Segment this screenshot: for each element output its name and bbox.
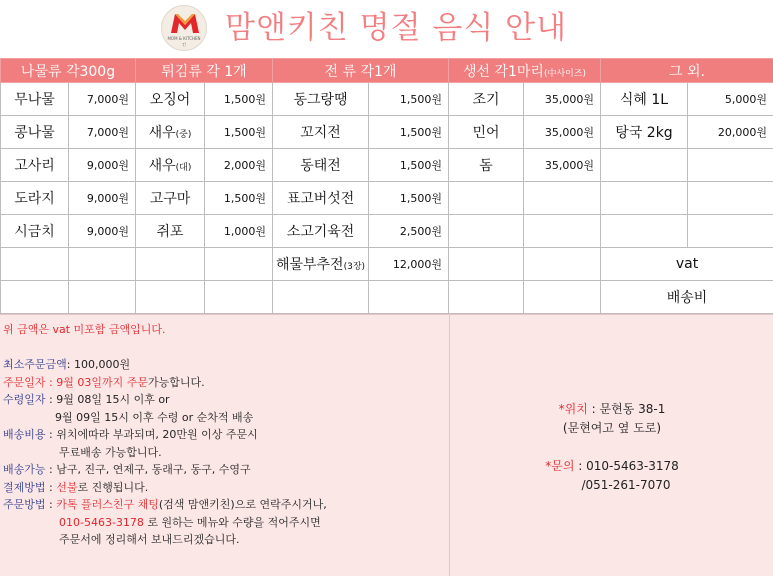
- logo-m-icon: [170, 12, 200, 34]
- order-method-line2: [3, 514, 443, 532]
- column-header: [601, 59, 773, 83]
- order-date-label: 주문일자: [3, 376, 46, 389]
- column-header-suffix: (中사이즈): [544, 69, 586, 79]
- item-price: 5,000원: [688, 83, 773, 116]
- item-name: [136, 248, 205, 281]
- column-header: [136, 59, 273, 83]
- item-name-text: 해물부추전: [276, 257, 344, 273]
- item-name-text: 탕국 2kg: [615, 125, 672, 141]
- item-name-text: 조기: [472, 92, 499, 108]
- item-name: [1, 215, 69, 248]
- item-name: [449, 83, 524, 116]
- method-phone: 010-5463-3178: [59, 516, 144, 529]
- pickup-line1: : 9월 08일 15시 이후 or: [46, 393, 170, 406]
- item-name: [449, 248, 524, 281]
- order-date-rest: 가능합니다.: [148, 376, 205, 389]
- item-name-text: 표고버섯전: [287, 191, 355, 207]
- item-price: 7,000원: [69, 83, 136, 116]
- item-price: 20,000원: [688, 116, 773, 149]
- item-price: 7,000원: [69, 116, 136, 149]
- item-name: [136, 215, 205, 248]
- method-kakao: 카톡 플러스친구 채팅: [56, 498, 159, 511]
- table-header: [1, 59, 773, 83]
- item-price: 9,000원: [69, 149, 136, 182]
- area-value: : 남구, 진구, 연제구, 동래구, 동구, 수영구: [46, 463, 251, 476]
- item-name: [601, 83, 688, 116]
- item-name-text: 콩나물: [14, 125, 55, 141]
- item-price: 1,500원: [369, 116, 449, 149]
- item-price: 1,500원: [205, 116, 273, 149]
- item-name: [449, 149, 524, 182]
- item-price: [205, 281, 273, 314]
- info-panel: [0, 314, 773, 576]
- item-name-text: vat: [676, 256, 698, 272]
- item-price: 1,000원: [205, 215, 273, 248]
- item-name: [136, 281, 205, 314]
- item-price: 9,000원: [69, 182, 136, 215]
- item-price: [688, 182, 773, 215]
- item-name: [273, 248, 369, 281]
- delivery-line1: : 위치에따라 부과되며, 20만원 이상 주문시: [46, 428, 258, 441]
- column-header: [449, 59, 601, 83]
- item-price: [524, 248, 601, 281]
- item-name: [601, 281, 773, 314]
- location-label: *위치: [559, 402, 588, 416]
- item-name: [449, 116, 524, 149]
- item-name-text: 무나물: [14, 92, 55, 108]
- pay-label: 결제방법: [3, 481, 46, 494]
- min-order-value: : 100,000원: [67, 358, 130, 371]
- item-name: [601, 182, 688, 215]
- item-size: (대): [176, 163, 192, 173]
- payment-method: [3, 479, 443, 497]
- item-price: [688, 149, 773, 182]
- column-header: [1, 59, 136, 83]
- item-name-text: 시금치: [14, 224, 55, 240]
- method-rest: (검색 맘앤키친)으로 연락주시거나,: [159, 498, 327, 511]
- item-name: [1, 116, 69, 149]
- method-sep: :: [46, 498, 57, 511]
- min-order: [3, 356, 443, 374]
- table-row: [1, 215, 773, 248]
- table-row: [1, 116, 773, 149]
- item-name-text: 도라지: [14, 191, 55, 207]
- item-name-text: 오징어: [150, 92, 191, 108]
- item-name: [136, 116, 205, 149]
- item-name-text: 소고기육전: [287, 224, 355, 240]
- item-name: [273, 116, 369, 149]
- order-method: [3, 496, 443, 514]
- item-name-text: 동태전: [300, 158, 341, 174]
- item-price: [205, 248, 273, 281]
- pickup-label: 수령일자: [3, 393, 46, 406]
- item-name: [1, 83, 69, 116]
- item-name-text: 새우: [149, 125, 176, 141]
- item-size: (중): [176, 130, 192, 140]
- item-name: [601, 248, 773, 281]
- column-header-label: 나물류 각300g: [21, 64, 115, 80]
- item-size: (3장): [344, 262, 365, 272]
- delivery-label: 배송비용: [3, 428, 46, 441]
- item-price: 35,000원: [524, 149, 601, 182]
- item-name: [273, 83, 369, 116]
- item-name-text: 식혜 1L: [620, 92, 668, 108]
- panel-divider: [449, 315, 450, 576]
- pay-rest: 로 진행됩니다.: [77, 481, 148, 494]
- item-price: 12,000원: [369, 248, 449, 281]
- item-name-text: 돔: [479, 158, 493, 174]
- item-price: 35,000원: [524, 116, 601, 149]
- item-name: [273, 149, 369, 182]
- item-name: [1, 281, 69, 314]
- pickup-date: [3, 391, 443, 409]
- item-price: [688, 215, 773, 248]
- item-name: [601, 215, 688, 248]
- pay-prepaid: 선불: [56, 481, 77, 494]
- column-header-label: 튀김류 각 1개: [161, 64, 246, 80]
- price-table: [0, 58, 773, 314]
- item-name-text: 꼬지전: [300, 125, 341, 141]
- brand-logo: [161, 5, 207, 51]
- item-price: [524, 182, 601, 215]
- item-price: 9,000원: [69, 215, 136, 248]
- order-date-deadline: 9월 03일까지 주문: [56, 376, 148, 389]
- item-name-text: 고구마: [150, 191, 191, 207]
- logo-sub: 킨: [162, 42, 206, 48]
- item-price: 1,500원: [369, 83, 449, 116]
- table-row: [1, 149, 773, 182]
- item-name-text: 고사리: [14, 158, 55, 174]
- item-name: [273, 182, 369, 215]
- table-row: [1, 182, 773, 215]
- item-price: 1,500원: [369, 149, 449, 182]
- item-name: [1, 248, 69, 281]
- item-price: 2,500원: [369, 215, 449, 248]
- item-name: [136, 149, 205, 182]
- inquiry-value2: /051-261-7070: [452, 476, 772, 495]
- header: [0, 0, 773, 58]
- delivery-line2: 무료배송 가능합니다.: [3, 444, 443, 462]
- item-name-text: 민어: [472, 125, 499, 141]
- order-notes: [3, 321, 443, 549]
- item-price: 35,000원: [524, 83, 601, 116]
- pickup-line2: 9월 09일 15시 이후 수령 or 순차적 배송: [3, 409, 443, 427]
- pay-sep: :: [46, 481, 57, 494]
- vat-notice: 위 금액은 vat 미포함 금액입니다.: [3, 321, 443, 339]
- delivery-cost: [3, 426, 443, 444]
- item-price: 1,500원: [205, 182, 273, 215]
- item-name: [449, 182, 524, 215]
- item-name: [1, 182, 69, 215]
- item-name: [449, 281, 524, 314]
- item-price: 2,000원: [205, 149, 273, 182]
- item-name: [601, 116, 688, 149]
- item-price: [524, 215, 601, 248]
- item-price: [69, 248, 136, 281]
- item-price: 1,500원: [205, 83, 273, 116]
- item-name: [273, 215, 369, 248]
- item-name: [1, 149, 69, 182]
- min-order-label: 최소주문금액: [3, 358, 67, 371]
- inquiry-line: [452, 457, 772, 476]
- table-row: [1, 83, 773, 116]
- order-date: [3, 374, 443, 392]
- location-value: : 문현동 38-1: [588, 402, 666, 416]
- delivery-area: [3, 461, 443, 479]
- item-price: [524, 281, 601, 314]
- column-header-label: 전 류 각1개: [325, 64, 397, 80]
- method-line2-rest: 로 원하는 메뉴와 수량을 적어주시면: [144, 516, 321, 529]
- column-header: [273, 59, 449, 83]
- contact-info: [452, 400, 772, 495]
- item-name: [601, 149, 688, 182]
- item-name: [136, 182, 205, 215]
- item-price: 1,500원: [369, 182, 449, 215]
- table-row: [1, 281, 773, 314]
- item-name-text: 쥐포: [156, 224, 183, 240]
- item-name: [136, 83, 205, 116]
- inquiry-label: *문의: [545, 459, 574, 473]
- location-line: [452, 400, 772, 419]
- item-name-text: 배송비: [667, 290, 708, 306]
- item-name-text: 새우: [149, 158, 176, 174]
- page-title: 맘앤키친 명절 음식 안내: [225, 6, 567, 50]
- item-name-text: 동그랑땡: [293, 92, 347, 108]
- item-price: [369, 281, 449, 314]
- inquiry-value: : 010-5463-3178: [574, 459, 678, 473]
- area-label: 배송가능: [3, 463, 46, 476]
- order-method-line3: 주문서에 정리해서 보내드리겠습니다.: [3, 531, 443, 549]
- item-name: [449, 215, 524, 248]
- item-price: [69, 281, 136, 314]
- blank-line: [3, 339, 443, 357]
- item-name: [273, 281, 369, 314]
- logo-text: MOM & KITCHEN: [162, 36, 206, 41]
- location-sub: (문현여고 옆 도로): [452, 419, 772, 438]
- column-header-label: 그 외.: [669, 64, 705, 80]
- method-label: 주문방법: [3, 498, 46, 511]
- table-row: [1, 248, 773, 281]
- column-header-label: 생선 각1마리: [463, 64, 544, 80]
- order-date-sep: :: [46, 376, 57, 389]
